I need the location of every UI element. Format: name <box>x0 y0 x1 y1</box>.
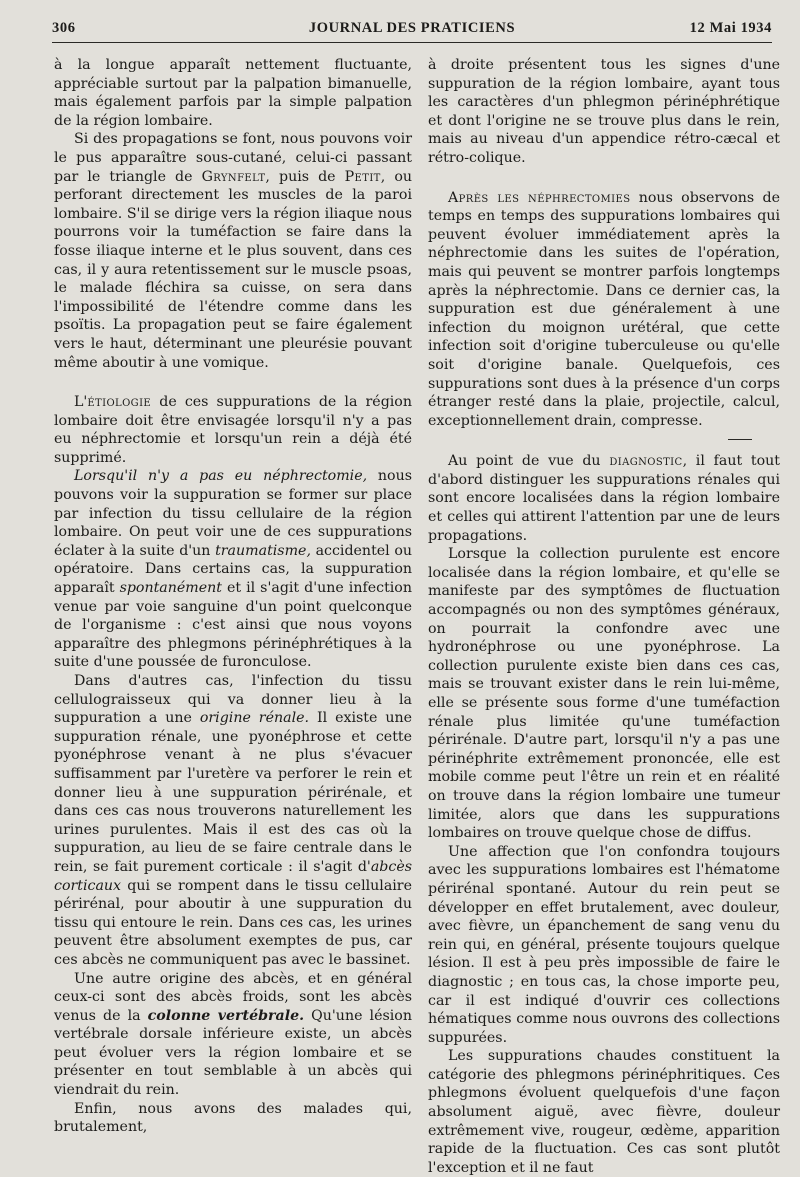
paragraph-text: et il s'agit d'une infection venue par voie sanguine d'un point quelconque de l'organisme : c'est ainsi que nous voyons apparaître des phlegmons périnéphrétiques à la suite d'une poussée de furonculose. <box>54 580 412 671</box>
paragraph-text: Si des propagations se font, nous pouvons voir le pus apparaître sous-cutané, celui-ci passant par le triangle de <box>54 131 412 185</box>
emphasis-text: abcès corticaux <box>54 858 412 894</box>
paragraph <box>54 672 412 970</box>
paragraph-text: , puis de <box>265 168 345 185</box>
paragraph-text: à la longue apparaît nettement fluctuante, appréciable surtout par la palpation bimanuelle, mais également parfois par la simple palpation de la région lombaire. <box>54 57 412 129</box>
paragraph-text: nous pouvons voir la suppuration se former sur place par infection du tissu cellulaire de la région lombaire. On peut voir une de ces suppurations éclater à la suite d'un <box>54 468 413 559</box>
section-keyword: Après les néphrectomies <box>448 189 631 206</box>
paragraph-text: nous observons de temps en temps des suppurations lombaires qui peuvent évoluer immédiatement après la néphrectomie dans les suites de l'opération, mais qui peuvent se montrer parfois longtemps après la néphrectomie. Dans ce dernier cas, la suppuration est due généralement à une infection du moignon urétéral, que cette infection soit d'origine tuberculeuse ou qu'elle soit d'origine banale. Quelquefois, ces suppurations sont dues à la présence d'un corps étranger resté dans la plaie, projectile, calcul, exceptionnellement drain, compresse. <box>428 189 780 429</box>
paragraph-text: Lorsque la collection purulente est encore localisée dans la région lombaire, et qu'elle se manifeste par des symptômes de fluctuation accompagnés ou non des symptômes généraux, on pourrait la confondre avec une hydronéphrose ou une pyonéphrose. La collection purulente existe bien dans ces cas, mais se trouvant exister dans le rein lui-même, elle se présente sous forme d'une tuméfaction rénale plus limitée qu'une tuméfaction périrénale. D'autre part, lorsqu'il n'y a pas une périnéphrite extrêmement prononcée, elle est mobile comme peut l'être un rein et en réalité on trouve dans la région lombaire une tumeur limitée, alors que dans les suppurations lombaires on trouve quelque chose de diffus. <box>428 546 780 842</box>
paragraph-text: Il existe une suppuration rénale, une pyonéphrose et cette pyonéphrose venant à ne plus s'évacuer suffisamment par l'uretère va perforer le rein et donner lieu à une suppuration périrénale, et dans ces cas nous trouverons naturellement les urines purulentes. Mais il est des cas où la suppuration, au lieu de se faire centrale dans le rein, se fait purement corticale : il s'agit d' <box>54 710 412 875</box>
paragraph-text: L' <box>74 394 88 411</box>
left-column <box>54 56 412 1137</box>
author-name: Grynfelt <box>201 168 266 185</box>
paragraph-text: Qu'une lésion vertébrale dorsale inférieure existe, un abcès peut évoluer vers la région lombaire et se présenter en tout semblable à un abcès qui viendrait du rein. <box>54 1007 412 1099</box>
emphasis-text: spontanément <box>119 580 222 597</box>
paragraph <box>428 843 780 1048</box>
paragraph-text: Dans d'autres cas, l'infection du tissu cellulograisseux qui va donner lieu à la suppuration a une <box>54 673 412 727</box>
emphasis-text: colonne vertébrale. <box>147 1007 305 1024</box>
section-separator <box>428 434 780 446</box>
paragraph-text: Au point de vue du <box>448 453 610 470</box>
paragraph-text: Enfin, nous avons des malades qui, brutalement, <box>54 1100 412 1136</box>
paragraph <box>54 1100 412 1137</box>
paragraph-text: accidentel ou opératoire. Dans certains cas, la suppuration apparaît <box>54 542 413 597</box>
paragraph-text: , ou perforant directement les muscles de la paroi lombaire. S'il se dirige vers la région iliaque nous pourrons voir la tuméfaction se faire dans la fosse iliaque interne et le plus souvent, dans ces cas, il y aura retentissement sur le muscle psoas, le malade fléchira sa cuisse, on sera dans l'impossibilité de l'étendre comme dans les psoïtis. La propagation peut se faire également vers le haut, déterminant une pleurésie pouvant même aboutir à une vomique. <box>54 168 412 371</box>
separator-dash <box>728 439 752 440</box>
paragraph-text: , il faut tout d'abord distinguer les suppurations rénales qui sont encore localisées dans la région lombaire et celles qui attirent l'attention par une de leurs propagations. <box>428 453 780 544</box>
paragraph <box>54 130 412 372</box>
paragraph <box>428 452 780 545</box>
paragraph-text: Les suppurations chaudes constituent la catégorie des phlegmons périnéphritiques. Ces phlegmons évoluent quelquefois d'une façon absolument aiguë, avec fièvre, douleur extrêmement vive, rougeur, œdème, apparition rapide de la fluctuation. Ces cas sont plutôt l'exception et il ne faut <box>428 1048 780 1176</box>
section-gap <box>428 168 780 189</box>
paragraph-text: Une affection que l'on confondra toujours avec les suppurations lombaires est l'hématome périrénal spontané. Autour du rein peut se développer en effet brutalement, avec douleur, avec fièvre, un épanchement de sang venu du rein qui, en général, présente toujours quelque lésion. Il est à peu près impossible de faire le diagnostic ; en tous cas, la chose importe peu, car il est indiqué d'ouvrir ces collections hématiques comme nous ouvrons des collections suppurées. <box>428 843 780 1046</box>
paragraph <box>54 393 412 467</box>
emphasis-text: origine rénale. <box>199 710 310 727</box>
page-number: 306 <box>52 20 76 36</box>
paragraph-text: de ces suppurations de la région lombaire doit être envisagée lorsqu'il n'y a pas eu néphrectomie et lorsqu'un rein a déjà été supprimé. <box>54 394 412 466</box>
paragraph <box>428 189 780 431</box>
paragraph <box>428 56 780 168</box>
issue-date: 12 Mai 1934 <box>689 20 772 36</box>
right-column <box>428 56 780 1177</box>
section-keyword: étiologie <box>87 394 152 411</box>
emphasis-text: traumatisme, <box>215 542 311 559</box>
section-gap <box>54 372 412 393</box>
author-name: Petit <box>344 168 381 185</box>
paragraph <box>54 970 412 1100</box>
paragraph-text: Une autre origine des abcès, et en général ceux-ci sont des abcès froids, sont les abcès venus de la <box>54 970 412 1024</box>
paragraph <box>54 56 412 130</box>
paragraph <box>428 1047 780 1177</box>
paragraph-text: qui se rompent dans le tissu cellulaire périrénal, pour aboutir à une suppuration du tissu qui entoure le rein. Dans ces cas, les urines peuvent être absolument exemptes de pus, car ces abcès ne communiquent pas avec le bassinet. <box>54 877 412 968</box>
page-header <box>52 14 772 43</box>
journal-title: JOURNAL DES PRATICIENS <box>308 20 516 36</box>
section-keyword: diagnostic <box>609 453 683 470</box>
emphasis-text: Lorsqu'il n'y a pas eu néphrectomie, <box>74 468 368 485</box>
paragraph <box>428 545 780 843</box>
paragraph-text: à droite présentent tous les signes d'une suppuration de la région lombaire, ayant tous les caractères d'un phlegmon périnéphrétique et dont l'origine ne se trouve plus dans le rein, mais au niveau d'un appendice rétro-cæcal et rétro-colique. <box>428 57 780 166</box>
paragraph <box>54 467 412 672</box>
